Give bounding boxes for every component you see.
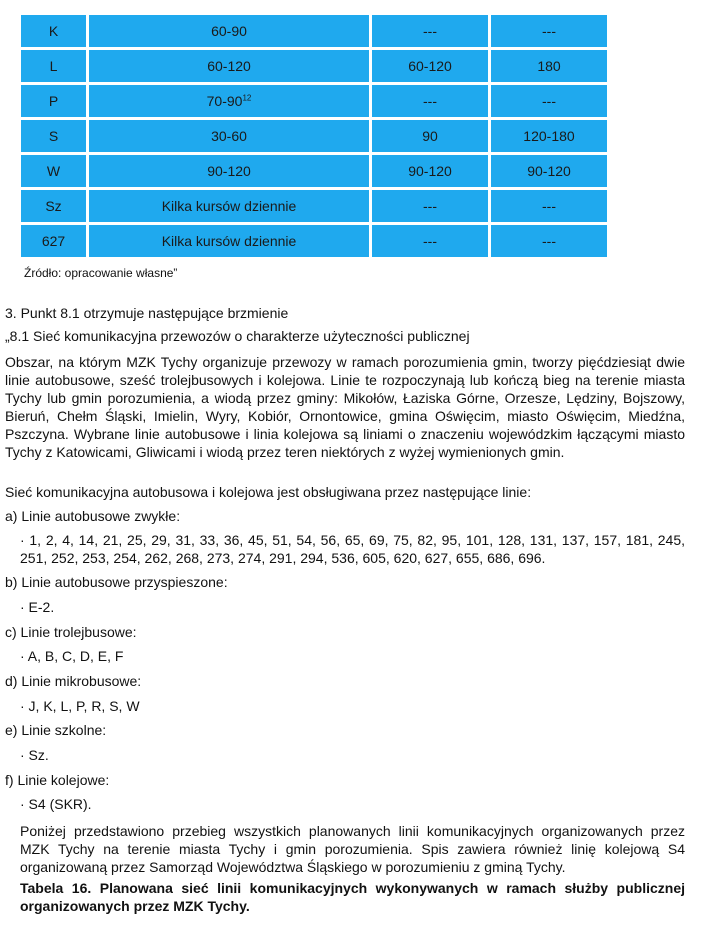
frequency-cell: 90-120 — [491, 155, 607, 187]
line-cell: Sz — [21, 190, 86, 222]
point-heading: 3. Punkt 8.1 otrzymuje następujące brzmienie — [5, 305, 289, 321]
frequency-cell: 60-120 — [89, 50, 369, 82]
frequency-table — [18, 12, 610, 260]
frequency-cell: --- — [372, 225, 488, 257]
line-cell: 627 — [21, 225, 86, 257]
footnote-ref: 12 — [242, 93, 252, 103]
frequency-cell: 180 — [491, 50, 607, 82]
frequency-cell: Kilka kursów dziennie — [89, 225, 369, 257]
line-cell: W — [21, 155, 86, 187]
frequency-cell: 60-120 — [372, 50, 488, 82]
category-label: f) Linie kolejowe: — [5, 772, 110, 788]
line-cell: K — [21, 15, 86, 47]
table-row — [21, 15, 607, 47]
table-row — [21, 190, 607, 222]
table-source-note: Źródło: opracowanie własne” — [24, 266, 178, 280]
frequency-cell: 90-120 — [372, 155, 488, 187]
frequency-cell: --- — [491, 225, 607, 257]
intro-paragraph: Obszar, na którym MZK Tychy organizuje przewozy w ramach porozumienia gmin, tworzy pięćdziesiąt dwie linie autobusowe, sześć trolejbusowych i kolejowa. Linie te rozpoczynają lub kończą bieg na terenie miasta Tychy lub gmin porozumienia, a wiodą przez gminy: Mikołów, Łaziska Górne, Orzesze, Lędziny, Bojszowy, Bieruń, Chełm Śląski, Imielin, Wyry, Kobiór, Ornontowice, gmina Oświęcim, miasto Oświęcim, Miedźna, Pszczyna. Wybrane linie autobusowe i linia kolejowa są liniami o znaczeniu wojewódzkim łączącymi miasto Tychy z Katowicami, Gliwicami i wiodą przez teren niektórych z wyżej wymienionych gmin. — [5, 354, 685, 460]
frequency-cell: 90 — [372, 120, 488, 152]
category-label: b) Linie autobusowe przyspieszone: — [5, 574, 228, 590]
frequency-cell: --- — [372, 15, 488, 47]
frequency-cell: $70-90^{12}$ — [89, 85, 369, 117]
line-cell: P — [21, 85, 86, 117]
category-label: c) Linie trolejbusowe: — [5, 624, 137, 640]
frequency-cell: --- — [491, 190, 607, 222]
frequency-cell: --- — [372, 190, 488, 222]
category-label: a) Linie autobusowe zwykłe: — [5, 508, 181, 524]
category-items: · J, K, L, P, R, S, W — [20, 698, 140, 714]
line-cell: S — [21, 120, 86, 152]
category-items: · S4 (SKR). — [20, 796, 92, 812]
lines-intro: Sieć komunikacyjna autobusowa i kolejowa jest obsługiwana przez następujące linie: — [5, 484, 532, 500]
section-heading: „8.1 Sieć komunikacyjna przewozów o charakterze użyteczności publicznej — [5, 328, 470, 344]
frequency-cell: --- — [372, 85, 488, 117]
line-cell: L — [21, 50, 86, 82]
table-row — [21, 155, 607, 187]
category-items: · Sz. — [20, 747, 49, 763]
frequency-cell: --- — [491, 85, 607, 117]
frequency-cell: 30-60 — [89, 120, 369, 152]
summary-paragraph: Poniżej przedstawiono przebieg wszystkich planowanych linii komunikacyjnych organizowanych przez MZK Tychy na terenie miasta Tychy i gmin porozumienia. Spis zawiera również linię kolejową S4 organizowaną przez Samorząd Województwa Śląskiego w porozumieniu z gminą Tychy. — [20, 823, 685, 875]
table-row — [21, 225, 607, 257]
category-items: · A, B, C, D, E, F — [20, 648, 124, 664]
frequency-cell: 60-90 — [89, 15, 369, 47]
table-row — [21, 50, 607, 82]
table-row — [21, 120, 607, 152]
category-label: e) Linie szkolne: — [5, 722, 107, 738]
category-items: · E-2. — [20, 599, 55, 615]
category-label: d) Linie mikrobusowe: — [5, 673, 142, 689]
frequency-cell: 90-120 — [89, 155, 369, 187]
frequency-cell: --- — [491, 15, 607, 47]
table-row — [21, 85, 607, 117]
frequency-cell: 120-180 — [491, 120, 607, 152]
table-caption: Tabela 16. Planowana sieć linii komunikacyjnych wykonywanych w ramach służby publicznej organizowanych przez MZK Tychy. — [20, 880, 685, 914]
category-items: · 1, 2, 4, 14, 21, 25, 29, 31, 33, 36, 45, 51, 54, 56, 65, 69, 75, 82, 95, 101, 128, 131, 137, 157, 181, 245, 251, 252, 253, 254, 262, 268, 273, 274, 291, 294, 536, 605, 620, 627, 655, 686, 696. — [20, 532, 685, 566]
frequency-cell: Kilka kursów dziennie — [89, 190, 369, 222]
